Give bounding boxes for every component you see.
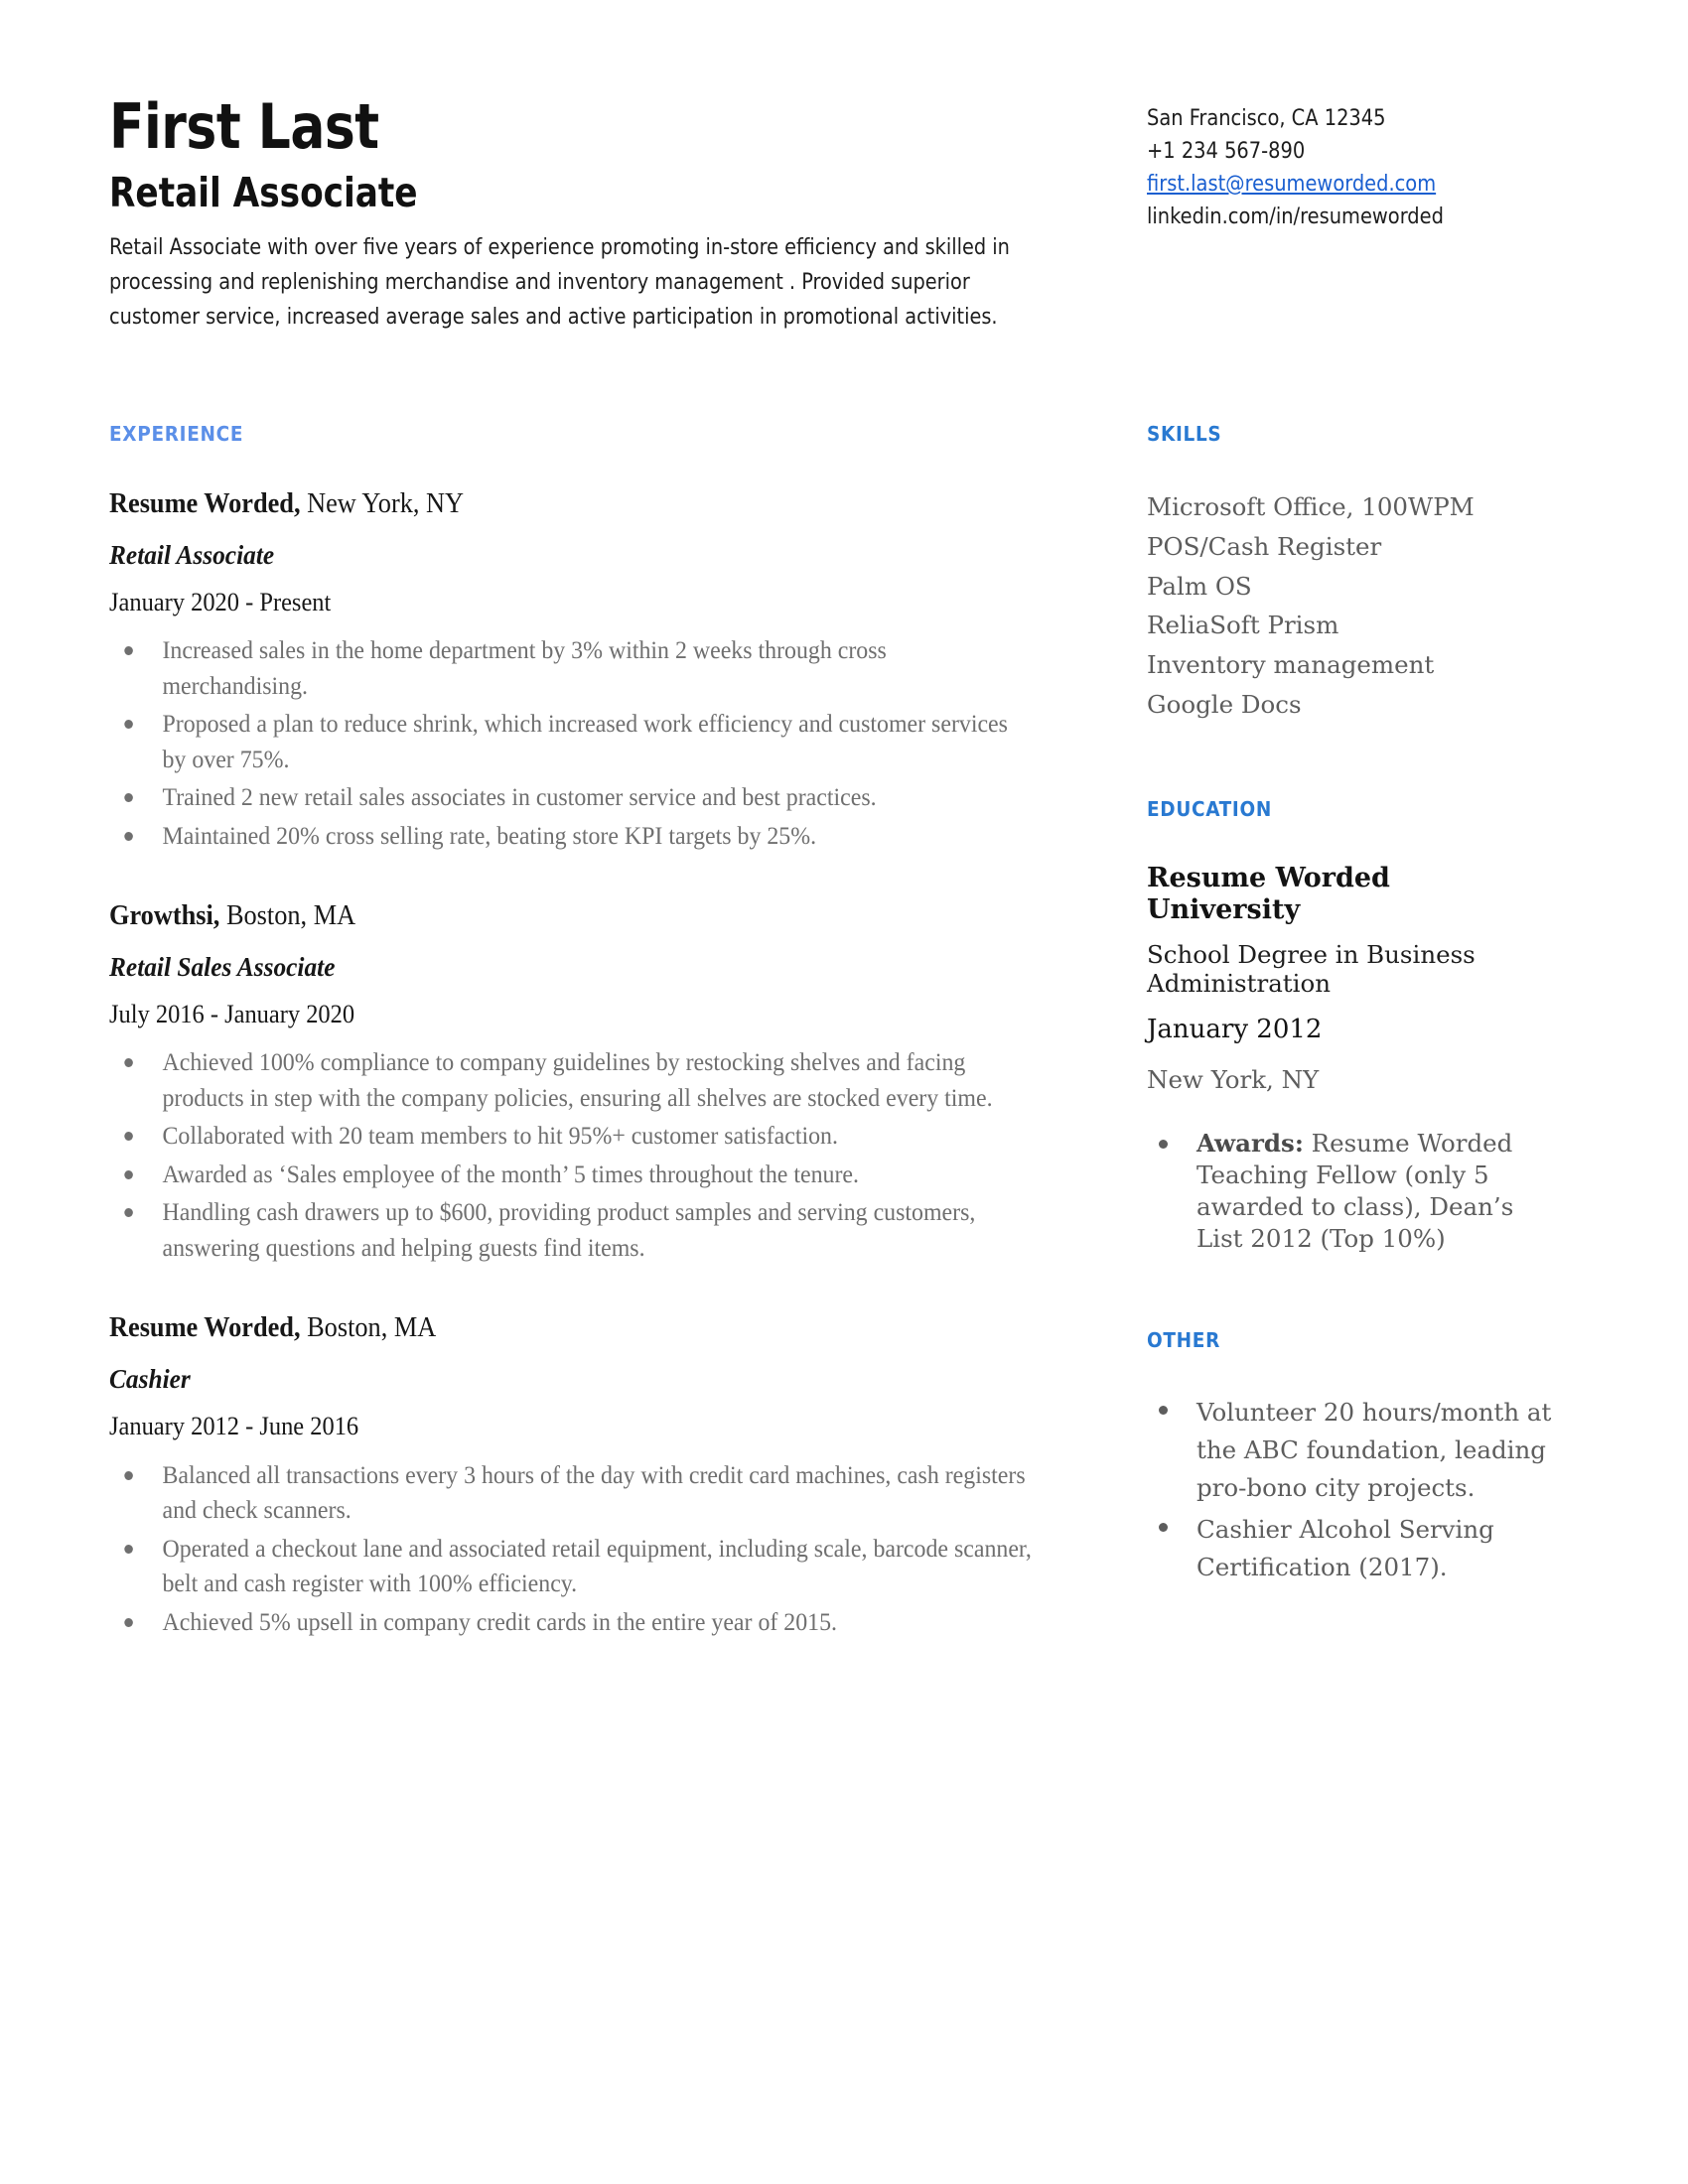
job-role: Cashier [109,1364,191,1395]
skills-section [1147,422,1579,724]
experience-entry [109,1311,1077,1640]
job-company-line [109,487,1020,521]
other-list [1147,1394,1579,1586]
list-item: Increased sales in the home department by 3% within 2 weeks through cross merchandising. [109,633,1034,704]
professional-summary: Retail Associate with over five years of experience promoting in-store efficiency and skilled in processing and replenishing merchandise and inventory management . Provided superior customer service, increased average sales and active participation in promotional activities. [109,233,1010,331]
list-item: Trained 2 new retail sales associates in customer service and best practices. [109,780,1034,816]
job-dates: January 2020 - Present [109,588,332,617]
job-bullet-list [109,1458,1077,1641]
list-item: Balanced all transactions every 3 hours of the day with credit card machines, cash registers and check scanners. [109,1458,1034,1529]
sidebar-column [1077,422,1579,1589]
list-item: POS/Cash Register [1147,531,1382,561]
list-item [1147,1128,1554,1254]
job-company-name: Resume Worded, [109,1312,301,1344]
education-school: Resume Worded University [1147,863,1390,926]
contact-block [1077,94,1579,233]
list-item: Palm OS [1147,571,1252,601]
header-job-title: Retail Associate [109,168,418,216]
list-item: Handling cash drawers up to $600, providing product samples and serving customers, answering questions and helping guests find items. [109,1195,1034,1266]
list-item: Operated a checkout lane and associated retail equipment, including scale, barcode scanner, belt and cash register with 100% efficiency. [109,1532,1034,1602]
other-section [1147,1328,1579,1586]
list-item: Awarded as ‘Sales employee of the month’ 5 times throughout the tenure. [109,1158,1034,1193]
list-item: Google Docs [1147,689,1302,719]
list-item: Volunteer 20 hours/month at the ABC foundation, leading pro-bono city projects. [1147,1394,1554,1507]
job-bullet-list [109,1045,1077,1266]
awards-text: Resume Worded Teaching Fellow (only 5 awarded to class), Dean’s List 2012 (Top 10%) [1196,1129,1514,1253]
education-awards-list [1147,1128,1579,1254]
job-role: Retail Sales Associate [109,951,336,982]
list-item: Cashier Alcohol Serving Certification (2017). [1147,1511,1554,1586]
list-item: Microsoft Office, 100WPM [1147,492,1475,522]
resume-sheet [109,90,1579,1643]
job-company-name: Resume Worded, [109,488,301,520]
job-company-line [109,899,1020,933]
section-heading-other: OTHER [1147,1327,1220,1352]
resume-body [109,422,1579,1643]
list-item: Achieved 5% upsell in company credit cards in the entire year of 2015. [109,1605,1034,1641]
job-bullet-list [109,633,1077,854]
job-role: Retail Associate [109,539,275,570]
experience-column [109,422,1077,1643]
list-item: ReliaSoft Prism [1147,611,1339,640]
list-item: Collaborated with 20 team members to hit 95%+ customer satisfaction. [109,1119,1034,1155]
list-item: Maintained 20% cross selling rate, beating store KPI targets by 25%. [109,819,1034,855]
contact-phone: +1 234 567-890 [1147,138,1306,165]
header-identity [109,90,1077,335]
section-heading-education: EDUCATION [1147,797,1272,822]
experience-entry [109,487,1077,854]
page-title: First Last [109,90,379,163]
list-item: Proposed a plan to reduce shrink, which increased work efficiency and customer services by over 75%. [109,707,1034,777]
section-heading-skills: SKILLS [1147,422,1222,447]
job-dates: January 2012 - June 2016 [109,1412,359,1441]
education-section [1147,797,1579,1254]
experience-entry [109,899,1077,1266]
contact-email-link[interactable]: first.last@resumeworded.com [1147,171,1437,198]
resume-header [109,90,1579,335]
job-dates: July 2016 - January 2020 [109,1000,355,1029]
list-item: Inventory management [1147,649,1435,679]
contact-linkedin: linkedin.com/in/resumeworded [1147,204,1444,230]
list-item: Achieved 100% compliance to company guidelines by restocking shelves and facing products in step with the company policies, ensuring all shelves are stocked every time. [109,1045,1034,1116]
job-company-location: Boston, MA [300,1312,437,1344]
section-heading-experience: EXPERIENCE [109,422,244,447]
job-company-line [109,1311,1020,1345]
job-company-name: Growthsi, [109,900,220,932]
awards-label: Awards: [1196,1129,1304,1159]
education-degree: School Degree in Business Administration [1147,939,1476,999]
job-company-location: Boston, MA [219,900,356,932]
job-company-location: New York, NY [300,488,465,520]
education-date: January 2012 [1147,1014,1323,1044]
education-location: New York, NY [1147,1064,1320,1094]
contact-location: San Francisco, CA 12345 [1147,105,1386,131]
